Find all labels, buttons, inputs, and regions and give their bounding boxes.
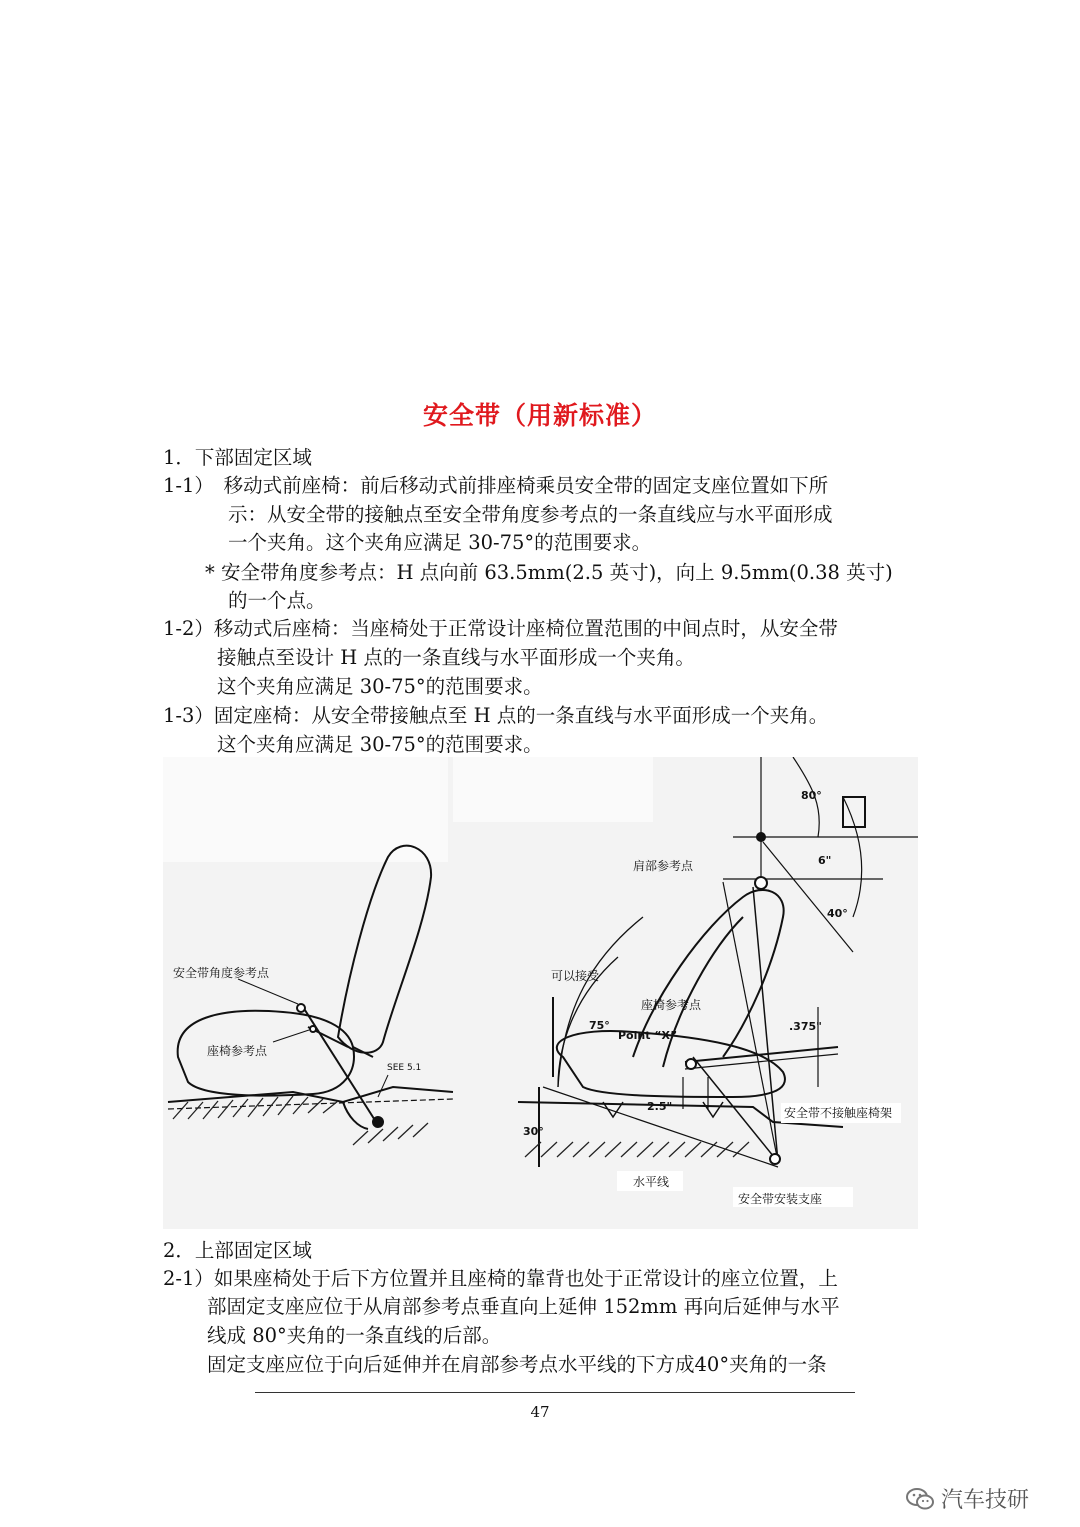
para-1-1-line-3: 一个夹角。这个夹角应满足 30-75°的范围要求。 [228, 531, 652, 554]
wechat-icon [905, 1486, 935, 1512]
label-anchor: 安全带安装支座 [738, 1192, 823, 1206]
para-2-1-line-3: 线成 80°夹角的一条直线的后部。 [207, 1324, 502, 1347]
watermark [905, 1483, 1029, 1514]
label-horizontal: 水平线 [633, 1175, 670, 1189]
note-line-1: * 安全带角度参考点：H 点向前 63.5mm(2.5 英寸)，向上 9.5mm(0.38 英寸) [205, 561, 893, 584]
label-dim-375: .375" [789, 1020, 822, 1033]
seatbelt-diagram [163, 757, 918, 1229]
para-1-2-line-2: 接触点至设计 H 点的一条直线与水平面形成一个夹角。 [217, 646, 695, 669]
para-2-1-line-1: 2-1）如果座椅处于后下方位置并且座椅的靠背也处于正常设计的座立位置，上 [163, 1267, 838, 1290]
section-heading-1: 1．下部固定区域 [163, 446, 312, 469]
page-title: 安全带（用新标准） [422, 401, 657, 430]
label-right-seat-ref: 座椅参考点 [641, 998, 702, 1012]
para-1-2-line-3: 这个夹角应满足 30-75°的范围要求。 [217, 675, 543, 698]
watermark-text: 汽车技研 [941, 1488, 1030, 1513]
footer-rule [255, 1392, 855, 1393]
label-no-contact: 安全带不接触座椅架 [784, 1106, 893, 1120]
left-anchor-point [373, 1117, 383, 1127]
right-anchor-point [770, 1154, 780, 1164]
note-line-2: 的一个点。 [228, 589, 326, 612]
label-dim-6: 6" [818, 854, 832, 867]
para-1-3-line-1: 1-3）固定座椅：从安全带接触点至 H 点的一条直线与水平面形成一个夹角。 [163, 704, 829, 727]
para-1-1-line-2: 示：从安全带的接触点至安全带角度参考点的一条直线应与水平面形成 [228, 503, 833, 526]
para-2-1-line-2: 部固定支座应位于从肩部参考点垂直向上延伸 152mm 再向后延伸与水平 [207, 1295, 840, 1318]
label-acceptable: 可以接受 [551, 969, 600, 983]
label-point-x: Point “X” [618, 1029, 678, 1042]
label-angle-80: 80° [801, 789, 822, 802]
page-number: 47 [530, 1403, 550, 1421]
label-shoulder-ref: 肩部参考点 [633, 859, 694, 873]
para-1-1-line-1: 1-1） 移动式前座椅：前后移动式前排座椅乘员安全带的固定支座位置如下所 [163, 474, 829, 497]
label-angle-ref: 安全带角度参考点 [173, 966, 270, 980]
seatbelt-figure [163, 757, 918, 1229]
para-2-1-line-4: 固定支座应位于向后延伸并在肩部参考点水平线的下方成40°夹角的一条 [207, 1353, 827, 1376]
para-1-2-line-1: 1-2）移动式后座椅：当座椅处于正常设计座椅位置范围的中间点时，从安全带 [163, 617, 838, 640]
label-angle-40: 40° [827, 907, 848, 920]
label-angle-30: 30° [523, 1125, 544, 1138]
label-left-seat-ref: 座椅参考点 [207, 1044, 268, 1058]
label-angle-75: 75° [589, 1019, 610, 1032]
para-1-3-line-2: 这个夹角应满足 30-75°的范围要求。 [217, 733, 543, 756]
section-heading-2: 2．上部固定区域 [163, 1239, 312, 1262]
label-dim-25: 2.5" [647, 1100, 673, 1113]
label-see: SEE 5.1 [387, 1063, 422, 1073]
